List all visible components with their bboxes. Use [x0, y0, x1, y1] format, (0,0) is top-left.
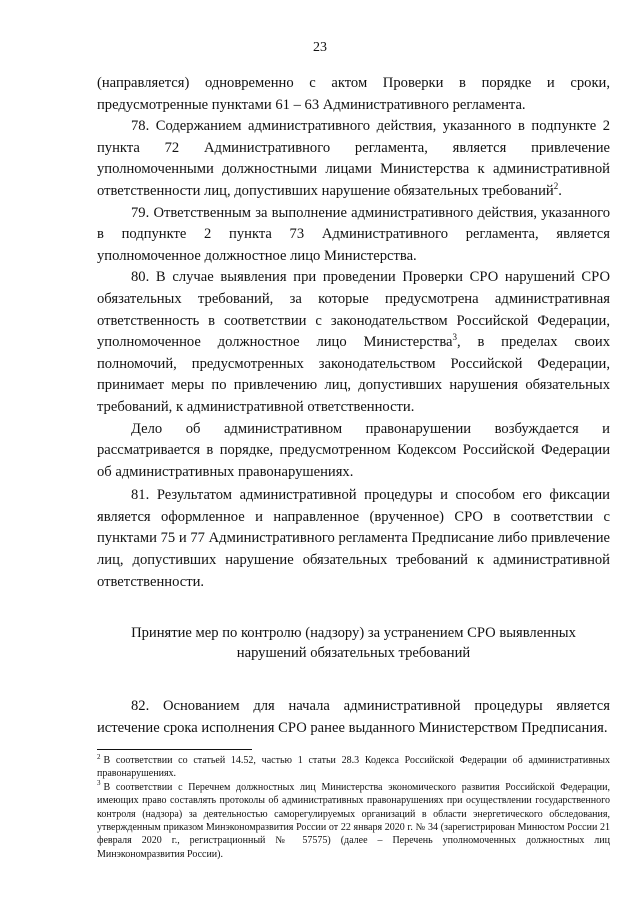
- paragraph-82: 82. Основанием для начала административной процедуры является истечение срока исполнения СРО ранее выданного Министерством Предписания.: [97, 698, 610, 736]
- footnote-3: $^3$ В соответствии с Перечнем должностных лиц Министерства экономического развития Российской Федерации, имеющих право составлять протоколы об административных правонарушениях при осуществлении государственного контроля (надзора) за деятельностью саморегулируемых организаций в области энергетического обследования, утвержденным приказом Минэкономразвития России от 22 января 2020 г. № 34 (зарегистрирован Минюстом России 21 февраля 2020 г., регистрационный № 57575) (далее – Перечень уполномоченных должностных лиц Минэкономразвития России).: [97, 779, 610, 860]
- footnote-ref-2: 2: [553, 181, 559, 192]
- paragraph-continuation: (направляется) одновременно с актом Проверки в порядке и сроки, предусмотренные пунктами 61 – 63 Административного регламента.: [97, 75, 610, 113]
- section-heading-line-1: Принятие мер по контролю (надзору) за устранением СРО выявленных: [131, 625, 576, 642]
- footnote-divider: [97, 749, 252, 750]
- section-heading: [97, 623, 610, 663]
- footnote-2: $^2$ В соответствии со статьей 14.52, частью 1 статьи 28.3 Кодекса Российской Федерации об административных правонарушениях.: [97, 752, 610, 780]
- footnote-ref-3: 3: [452, 332, 458, 343]
- paragraph-80: 80. В случае выявления при проведении Проверки СРО нарушений СРО обязательных требований, за которые предусмотрена административная ответственность в соответствии с законодательством Российской Федерации, уполномоченное должностное лицо Министерства$^3$, в пределах своих полномочий, предусмотренных законодательством Российской Федерации, принимает меры по привлечению лиц, допустивших нарушения обязательных требований, к административной ответственности.: [97, 269, 610, 415]
- section-heading-line-2: нарушений обязательных требований: [236, 645, 471, 662]
- paragraph-79: 79. Ответственным за выполнение административного действия, указанного в подпункте 2 пункта 73 Административного регламента, является уполномоченное должностное лицо Министерства.: [97, 204, 610, 264]
- paragraph-81: 81. Результатом административной процедуры и способом его фиксации является оформленное и направленное (врученное) СРО в соответствии с пунктами 75 и 77 Административного регламента Предписание либо привлечение лиц, допустивших нарушение обязательных требований к административной ответственности.: [97, 487, 610, 590]
- footnotes: [97, 749, 610, 861]
- page-number: 23: [313, 40, 327, 55]
- body-text: [97, 73, 610, 739]
- paragraph-case: Дело об административном правонарушении возбуждается и рассматривается в порядке, предусмотренном Кодексом Российской Федерации об административных правонарушениях.: [97, 420, 610, 480]
- paragraph-78: 78. Содержанием административного действия, указанного в подпункте 2 пункта 72 Административного регламента, является привлечение уполномоченными должностными лицами Министерства к административной ответственности лиц, допустивших нарушение обязательных требований$^2$.: [97, 118, 610, 199]
